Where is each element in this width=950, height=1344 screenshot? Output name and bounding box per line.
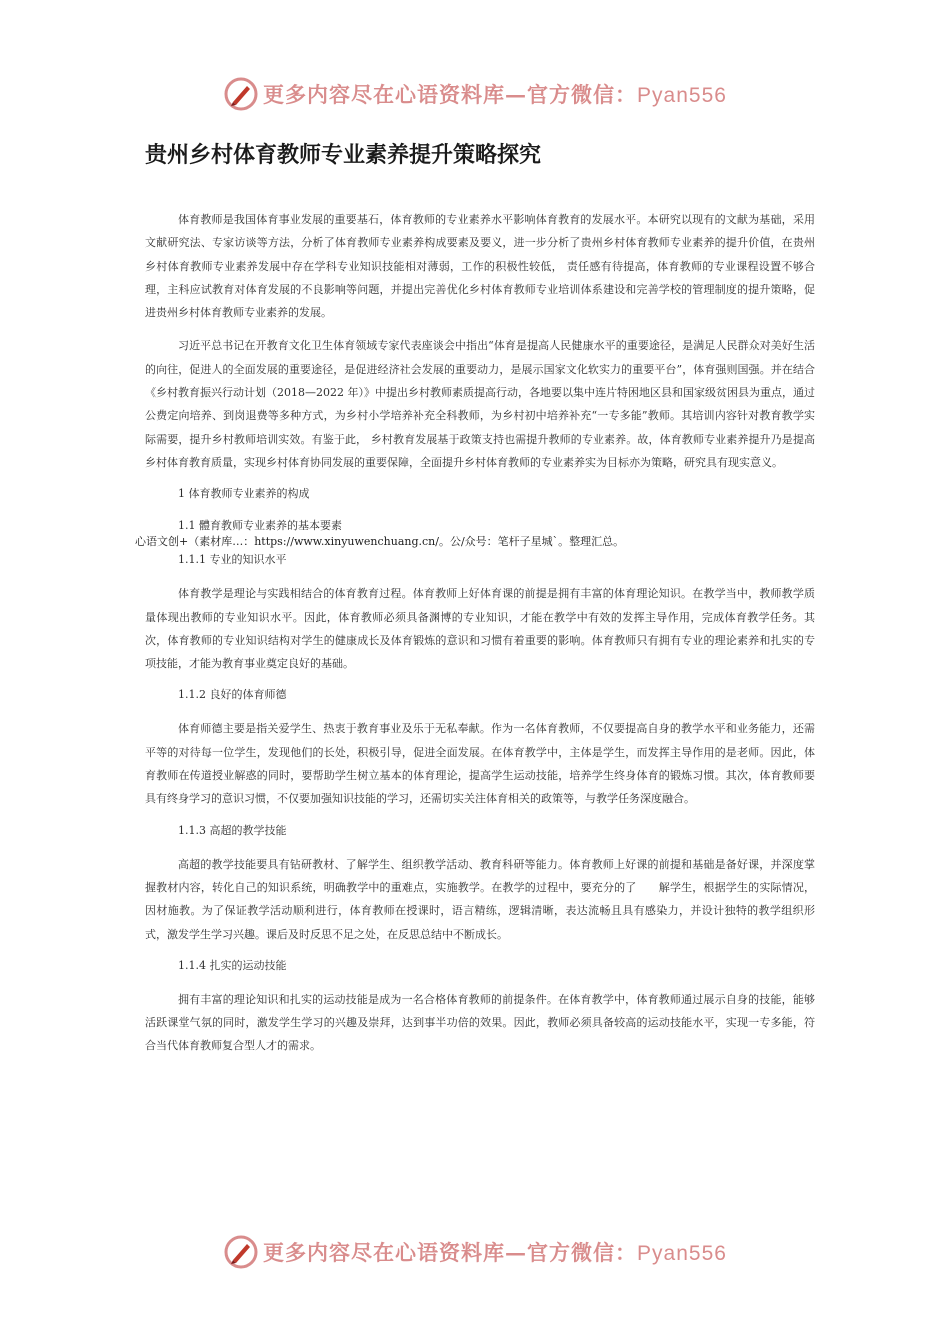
intro-paragraph: 习近平总书记在开教育文化卫生体育领域专家代表座谈会中指出“体育是提高人民健康水平的重要途径，是满足人民群众对美好生活的向往，促进人的全面发展的重要途径，是促进经济社会发展的重要动力，是展示国家文化软实力的重要平台”，体育强则国强。并在结合《乡村教育振兴行动计划（2018—2022 年）》中提出乡村教师素质提高行动，各地要以集中连片特困地区县和国家级贫困县为重点，通过公费定向培养、到岗退费等多种方式，为乡村小学培养补充全科教师，为乡村初中培养补充“一专多能”教师。其培训内容针对教育教学实际需要，提升乡村教师培训实效。有鉴于此， 乡村教育发展基于政策支持也需提升教师的专业素养。故，体育教师专业素养提升乃是提高乡村体育教育质量，实现乡村体育协同发展的重要保障，全面提升乡村体育教师的专业素养实为目标亦为策略，研究具有现实意义。 xyxy=(145,339,815,469)
knowledge-paragraph: 体育教学是理论与实践相结合的体育教育过程。体育教师上好体育课的前提是拥有丰富的体育理论知识。在教学当中，教师教学质量体现出教师的专业知识水平。因此，体育教师必须具备渊博的专业知识，才能在教学中有效的发挥主导作用，完成体育教学任务。其次，体育教师的专业知识结构对学生的健康成长及体育锻炼的意识和习惯有着重要的影响。体育教师只有拥有专业的理论素养和扎实的专项技能，才能为教育事业奠定良好的基础。 xyxy=(145,587,815,671)
ethics-paragraph: 体育师德主要是指关爱学生、热衷于教育事业及乐于无私奉献。作为一名体育教师，不仅要提高自身的教学水平和业务能力，还需平等的对待每一位学生，发现他们的长处，积极引导，促进全面发展。在体育教学中，主体是学生，而发挥主导作用的是老师。因此，体育教师在传道授业解惑的同时，要帮助学生树立基本的体育理论，提高学生运动技能，培养学生终身体育的锻炼习惯。其次，体育教师要具有终身学习的意识习惯，不仅要加强知识技能的学习，还需切实关注体育相关的政策等，与教学任务深度融合。 xyxy=(145,722,815,806)
section-heading-1-1: 1.1 體育教师专业素养的基本要素 xyxy=(178,519,342,533)
section-heading-1: 1 体育教师专业素养的构成 xyxy=(178,487,310,501)
document-body xyxy=(135,208,815,1068)
pen-logo-icon xyxy=(223,1234,259,1270)
pen-logo-icon xyxy=(223,76,259,112)
section-heading-1-1-1: 1.1.1 专业的知识水平 xyxy=(178,553,287,567)
watermark-text: 更多内容尽在心语资料库—官方微信：Pyan556 xyxy=(263,1240,727,1265)
source-notice: 心语文创+（素材库…：https://www.xinyuwenchuang.cn/。公/众号：笔杆子星城`。整理汇总。 xyxy=(135,535,625,549)
watermark-banner-bottom xyxy=(0,1232,950,1272)
section-heading-1-1-3: 1.1.3 高超的教学技能 xyxy=(178,823,287,837)
section-heading-1-1-2: 1.1.2 良好的体育师德 xyxy=(178,688,287,702)
document-title: 贵州乡村体育教师专业素养提升策略探究 xyxy=(145,143,542,168)
teaching-paragraph: 高超的教学技能要具有钻研教材、了解学生、组织教学活动、教育科研等能力。体育教师上好课的前提和基础是备好课，并深度掌握教材内容，转化自己的知识系统，明确教学中的重难点，实施教学。在教学的过程中，要充分的了 解学生，根据学生的实际情况，因材施教。为了保证教学活动顺利进行，体育教师在授课时，语言精练，逻辑清晰，表达流畅且具有感染力，并设计独特的教学组织形式，激发学生学习兴趣。课后及时反思不足之处，在反思总结中不断成长。 xyxy=(145,857,815,941)
watermark-banner-top xyxy=(0,74,950,114)
section-heading-1-1-4: 1.1.4 扎实的运动技能 xyxy=(178,958,287,972)
abstract-paragraph: 体育教师是我国体育事业发展的重要基石，体育教师的专业素养水平影响体育教育的发展水平。本研究以现有的文献为基础，采用文献研究法、专家访谈等方法，分析了体育教师专业素养构成要素及要义，进一步分析了贵州乡村体育教师专业素养的提升价值，在贵州乡村体育教师专业素养发展中存在学科专业知识技能相对薄弱，工作的积极性较低， 责任感有待提高，体育教师的专业课程设置不够合理，主科应试教育对体育发展的不良影响等问题，并提出完善优化乡村体育教师专业培训体系建设和完善学校的管理制度的提升策略，促进贵州乡村体育教师专业素养的发展。 xyxy=(145,213,815,320)
watermark-text: 更多内容尽在心语资料库—官方微信：Pyan556 xyxy=(263,82,727,107)
sports-paragraph: 拥有丰富的理论知识和扎实的运动技能是成为一名合格体育教师的前提条件。在体育教学中，体育教师通过展示自身的技能，能够活跃课堂气氛的同时，激发学生学习的兴趣及崇拜，达到事半功倍的效果。因此，教师必须具备较高的运动技能水平，实现一专多能，符合当代体育教师复合型人才的需求。 xyxy=(145,992,815,1053)
